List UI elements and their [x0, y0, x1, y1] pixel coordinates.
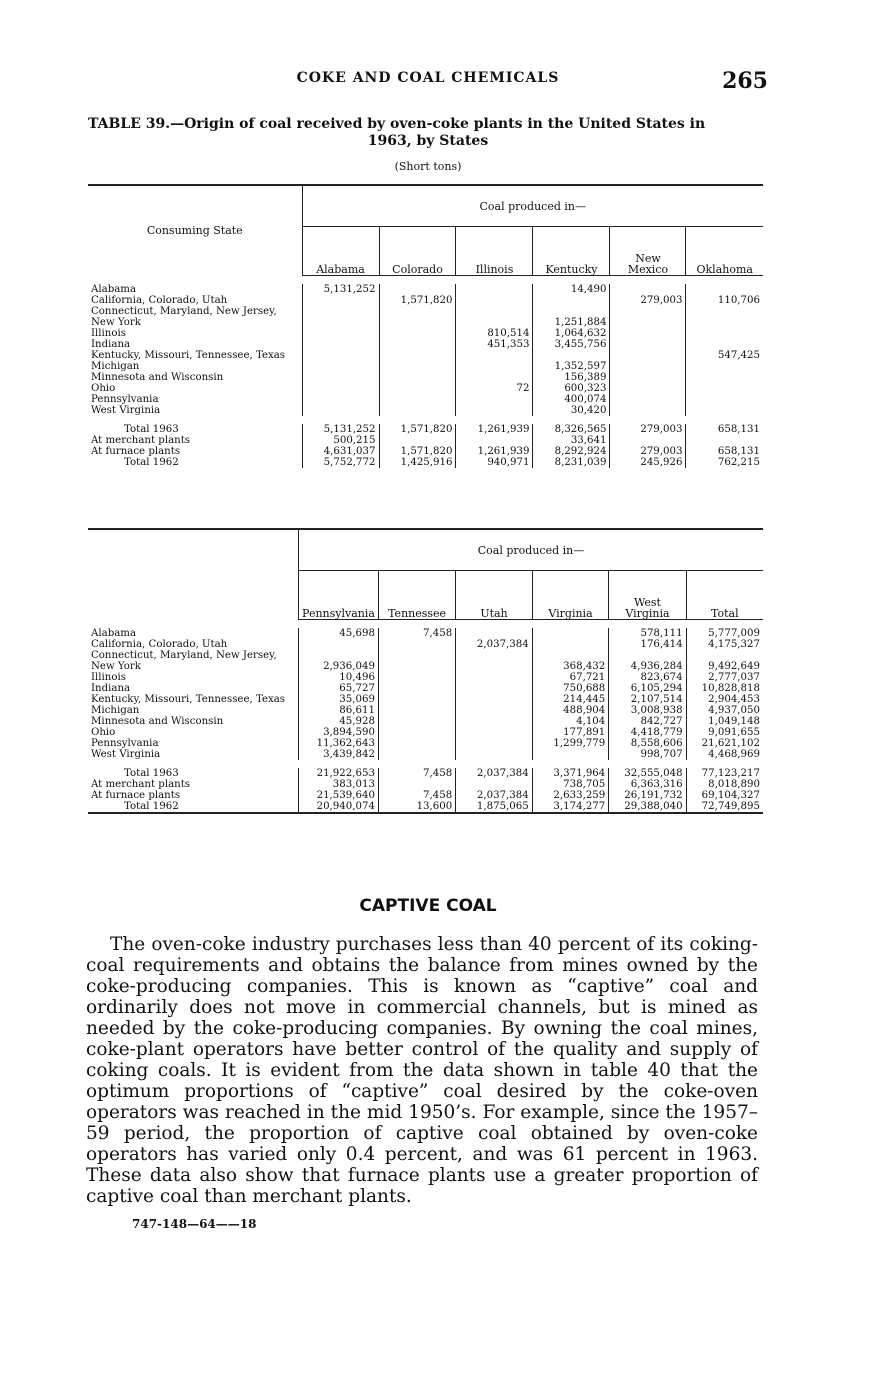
table-cell [686, 372, 763, 383]
table-cell: 998,707 [609, 749, 686, 760]
table-cell [456, 394, 533, 405]
table-cell: 86,611 [299, 705, 379, 716]
table-row [88, 749, 763, 760]
table-cell [302, 328, 379, 339]
table-cell: 21,922,653 [299, 768, 379, 779]
table-cell: 3,894,590 [299, 727, 379, 738]
table-cell: 3,174,277 [532, 801, 609, 813]
table-row [88, 306, 763, 328]
state-label: Ohio [91, 727, 116, 738]
table-cell: 33,641 [533, 435, 610, 446]
state-label: Minnesota and Wisconsin [91, 372, 224, 383]
table-cell [378, 716, 455, 727]
table-cell [302, 295, 379, 306]
total-label: Total 1963 [124, 768, 179, 779]
table-cell [610, 284, 686, 295]
table-cell [456, 749, 533, 760]
table-cell: 500,215 [302, 435, 379, 446]
total-label: At furnace plants [91, 790, 181, 801]
table-row [88, 628, 763, 639]
table-cell: 13,600 [378, 801, 455, 813]
table-cell: 2,107,514 [609, 694, 686, 705]
state-label: Ohio [91, 383, 116, 394]
table-cell: 1,299,779 [532, 738, 609, 749]
column-header: Colorado [379, 227, 456, 276]
state-label: Indiana [91, 339, 131, 350]
table-cell: 10,496 [299, 672, 379, 683]
total-row [88, 446, 763, 457]
table-cell: 30,420 [533, 405, 610, 416]
table-row [88, 284, 763, 295]
table-row [88, 672, 763, 683]
table-cell: 940,971 [456, 457, 533, 468]
footer-code: 747-148—64——18 [132, 1217, 257, 1231]
table-cell: 77,123,217 [686, 768, 763, 779]
table-cell [610, 394, 686, 405]
column-header: Illinois [456, 227, 533, 276]
table-cell: 1,875,065 [456, 801, 533, 813]
total-row [88, 790, 763, 801]
table-cell [686, 361, 763, 372]
table-cell: 3,008,938 [609, 705, 686, 716]
total-label: Total 1962 [124, 457, 179, 468]
table-cell [533, 295, 610, 306]
table-cell: 762,215 [686, 457, 763, 468]
table-cell: 4,418,779 [609, 727, 686, 738]
table-cell [456, 372, 533, 383]
column-header: Oklahoma [686, 227, 763, 276]
table-cell: 7,458 [378, 768, 455, 779]
table-cell: 4,937,050 [686, 705, 763, 716]
table-row [88, 639, 763, 650]
table-caption [88, 116, 768, 150]
state-label: Michigan [91, 361, 140, 372]
table-cell: 72,749,895 [686, 801, 763, 813]
table-cell [456, 716, 533, 727]
table-cell [610, 306, 686, 328]
table-cell [378, 705, 455, 716]
table-row [88, 350, 763, 361]
table-cell: 10,828,818 [686, 683, 763, 694]
table-cell [379, 383, 456, 394]
table-cell [302, 339, 379, 350]
table-cell: 5,752,772 [302, 457, 379, 468]
table-cell [456, 361, 533, 372]
table-cell: 110,706 [686, 295, 763, 306]
table-cell: 1,425,916 [379, 457, 456, 468]
table-cell: 4,631,037 [302, 446, 379, 457]
table-cell [456, 738, 533, 749]
table-cell [379, 328, 456, 339]
table-row [88, 394, 763, 405]
table-cell [610, 405, 686, 416]
column-spanner: Coal produced in— [302, 185, 763, 227]
table-cell: 1,571,820 [379, 446, 456, 457]
table-cell: 658,131 [686, 446, 763, 457]
table-cell: 1,064,632 [533, 328, 610, 339]
table-cell: 368,432 [532, 650, 609, 672]
table-cell [686, 405, 763, 416]
table-cell: 7,458 [378, 628, 455, 639]
table-cell [686, 383, 763, 394]
table-cell: 810,514 [456, 328, 533, 339]
table-cell [379, 339, 456, 350]
spanner-row [88, 185, 763, 227]
table-cell: 600,323 [533, 383, 610, 394]
table-cell [456, 628, 533, 639]
table-cell [456, 779, 533, 790]
state-label: West Virginia [91, 405, 161, 416]
table-cell: 4,175,327 [686, 639, 763, 650]
state-label: Alabama [91, 284, 137, 295]
table-cell: 4,936,284 [609, 650, 686, 672]
state-label: Minnesota and Wisconsin [91, 716, 224, 727]
spacer-row [88, 620, 763, 629]
table-row [88, 705, 763, 716]
table-cell [456, 727, 533, 738]
table-cell: 176,414 [609, 639, 686, 650]
table-cell [299, 639, 379, 650]
table-cell: 738,705 [532, 779, 609, 790]
spacer-row [88, 760, 763, 768]
table-cell [302, 383, 379, 394]
column-header: Alabama [302, 227, 379, 276]
table-cell [686, 328, 763, 339]
table-cell [610, 361, 686, 372]
table-cell [610, 339, 686, 350]
state-label: Connecticut, Maryland, New Jersey, New York [91, 306, 277, 328]
table-cell: 29,388,040 [609, 801, 686, 813]
table-cell [302, 372, 379, 383]
table-cell: 21,539,640 [299, 790, 379, 801]
table-cell: 67,721 [532, 672, 609, 683]
table-cell: 8,018,890 [686, 779, 763, 790]
table-cell: 1,261,939 [456, 446, 533, 457]
table-cell [302, 405, 379, 416]
table-cell [379, 306, 456, 328]
total-row [88, 779, 763, 790]
spacer-row [88, 416, 763, 424]
table-cell: 279,003 [610, 424, 686, 435]
table-cell: 6,105,294 [609, 683, 686, 694]
table-cell [456, 672, 533, 683]
total-row [88, 424, 763, 435]
table-cell [302, 306, 379, 328]
table-cell [378, 727, 455, 738]
table-cell: 578,111 [609, 628, 686, 639]
table-cell: 8,231,039 [533, 457, 610, 468]
table-cell: 45,928 [299, 716, 379, 727]
table-cell: 35,069 [299, 694, 379, 705]
state-label: Indiana [91, 683, 131, 694]
spacer-row [88, 276, 763, 285]
table-row [88, 361, 763, 372]
table-cell: 6,363,316 [609, 779, 686, 790]
table-cell [686, 435, 763, 446]
table-cell: 7,458 [378, 790, 455, 801]
total-row [88, 457, 763, 468]
table-cell: 279,003 [610, 295, 686, 306]
spanner-row [88, 529, 763, 571]
table-units: (Short tons) [394, 160, 462, 173]
table-cell: 245,926 [610, 457, 686, 468]
table-row [88, 339, 763, 350]
state-label: Pennsylvania [91, 738, 159, 749]
table-cell: 400,074 [533, 394, 610, 405]
table-cell [456, 295, 533, 306]
table-cell [378, 738, 455, 749]
total-row [88, 435, 763, 446]
table-row [88, 295, 763, 306]
table-cell: 214,445 [532, 694, 609, 705]
table-cell [610, 383, 686, 394]
state-label: West Virginia [91, 749, 161, 760]
total-row [88, 768, 763, 779]
section-title: CAPTIVE COAL [359, 896, 497, 916]
table-cell: 823,674 [609, 672, 686, 683]
table-cell: 9,492,649 [686, 650, 763, 672]
total-label: At furnace plants [91, 446, 181, 457]
table-row [88, 650, 763, 672]
table-cell: 65,727 [299, 683, 379, 694]
column-header: Pennsylvania [299, 571, 379, 620]
table-caption-lead: TABLE 39.—Origin of coal received by oven-coke plants in the United States in [88, 116, 706, 132]
table-cell: 750,688 [532, 683, 609, 694]
table-cell: 177,891 [532, 727, 609, 738]
body-paragraph: The oven-coke industry purchases less than 40 percent of its coking-coal requirements and obtains the balance from mines owned by the coke-producing companies. This is known as “captive” coal and ordinarily does not move in commercial channels, but is mined as needed by the coke-producing companies. By owning the coal mines, coke-plant operators have better control of the quality and supply of coking coals. It is evident from the data shown in table 40 that the optimum proportions of “captive” coal desired by the coke-oven operators was reached in the mid 1950’s. For example, since the 1957–59 period, the proportion of captive coal obtained by oven-coke operators has varied only 0.4 percent, and was 61 percent in 1963. These data also show that furnace plants use a greater proportion of captive coal than merchant plants. [86, 934, 758, 1207]
table-cell [379, 394, 456, 405]
table-cell [378, 650, 455, 672]
table-row [88, 716, 763, 727]
table-cell [379, 405, 456, 416]
table-row [88, 727, 763, 738]
table-cell [379, 284, 456, 295]
table-row [88, 694, 763, 705]
table-cell [456, 650, 533, 672]
table-cell: 45,698 [299, 628, 379, 639]
column-header: New Mexico [610, 227, 686, 276]
table-cell [378, 639, 455, 650]
table-cell: 32,555,048 [609, 768, 686, 779]
table-cell [456, 405, 533, 416]
table-cell: 9,091,655 [686, 727, 763, 738]
table-cell: 2,037,384 [456, 639, 533, 650]
table-cell: 72 [456, 383, 533, 394]
table-cell [379, 372, 456, 383]
table-cell: 2,936,049 [299, 650, 379, 672]
table-cell: 2,777,037 [686, 672, 763, 683]
table-cell: 1,352,597 [533, 361, 610, 372]
table-cell: 5,131,252 [302, 284, 379, 295]
table-cell [456, 683, 533, 694]
table-cell: 4,104 [532, 716, 609, 727]
table-row [88, 383, 763, 394]
table-row [88, 405, 763, 416]
state-label: Alabama [91, 628, 137, 639]
table-cell [686, 339, 763, 350]
column-header: Total [686, 571, 763, 620]
table-cell: 14,490 [533, 284, 610, 295]
table-cell [378, 672, 455, 683]
table-row [88, 328, 763, 339]
state-label: Michigan [91, 705, 140, 716]
table-caption-tail: 1963, by States [367, 133, 489, 149]
state-label: Kentucky, Missouri, Tennessee, Texas [91, 350, 286, 361]
table-cell [532, 628, 609, 639]
table-cell: 1,571,820 [379, 424, 456, 435]
table-cell: 2,037,384 [456, 790, 533, 801]
table-cell [686, 394, 763, 405]
column-spanner: Coal produced in— [299, 529, 763, 571]
table-cell: 547,425 [686, 350, 763, 361]
table-cell: 279,003 [610, 446, 686, 457]
total-label: Total 1963 [124, 424, 179, 435]
table-cell: 383,013 [299, 779, 379, 790]
table-cell [302, 394, 379, 405]
origin-table-part-2 [88, 528, 763, 814]
table-cell [610, 350, 686, 361]
table-cell: 3,371,964 [532, 768, 609, 779]
table-cell: 8,558,606 [609, 738, 686, 749]
table-cell [456, 306, 533, 328]
total-label: Total 1962 [124, 801, 179, 812]
total-row [88, 801, 763, 813]
table-cell [456, 694, 533, 705]
table-row [88, 683, 763, 694]
table-cell [686, 306, 763, 328]
table-cell [379, 435, 456, 446]
table-cell [378, 683, 455, 694]
table-cell: 1,049,148 [686, 716, 763, 727]
total-label: At merchant plants [91, 435, 191, 446]
table-row [88, 738, 763, 749]
table-cell: 3,455,756 [533, 339, 610, 350]
table-cell: 1,251,884 [533, 306, 610, 328]
table-cell [532, 749, 609, 760]
table-cell: 5,777,009 [686, 628, 763, 639]
table-cell [456, 435, 533, 446]
table-cell [456, 705, 533, 716]
table-cell: 5,131,252 [302, 424, 379, 435]
table-cell: 451,353 [456, 339, 533, 350]
table-cell: 21,621,102 [686, 738, 763, 749]
table-cell: 842,727 [609, 716, 686, 727]
table-cell [610, 372, 686, 383]
total-label: At merchant plants [91, 779, 191, 790]
table-cell: 2,904,453 [686, 694, 763, 705]
column-header: Virginia [532, 571, 609, 620]
table-cell: 488,904 [532, 705, 609, 716]
table-cell: 20,940,074 [299, 801, 379, 813]
table-cell [379, 350, 456, 361]
table-cell: 1,571,820 [379, 295, 456, 306]
table-cell [532, 639, 609, 650]
stub-header: Consuming State [146, 224, 243, 238]
column-header: Utah [456, 571, 533, 620]
table-cell [456, 350, 533, 361]
table-cell [533, 350, 610, 361]
table-cell [378, 779, 455, 790]
table-cell: 1,261,939 [456, 424, 533, 435]
table-cell: 69,104,327 [686, 790, 763, 801]
table-cell [302, 350, 379, 361]
table-cell [610, 328, 686, 339]
state-label: Illinois [91, 328, 126, 339]
table-cell [686, 284, 763, 295]
table-cell: 3,439,842 [299, 749, 379, 760]
state-label: Pennsylvania [91, 394, 159, 405]
origin-table-part-1 [88, 184, 763, 468]
state-label: California, Colorado, Utah [91, 295, 228, 306]
page-number: 265 [722, 68, 768, 94]
table-cell [302, 361, 379, 372]
page-header [88, 68, 768, 94]
stub-header [88, 529, 299, 620]
state-label: Kentucky, Missouri, Tennessee, Texas [91, 694, 286, 705]
state-label: Connecticut, Maryland, New Jersey, New York [91, 650, 277, 672]
column-header: Tennessee [378, 571, 455, 620]
table-cell: 4,468,969 [686, 749, 763, 760]
table-cell: 11,362,643 [299, 738, 379, 749]
state-label: Illinois [91, 672, 126, 683]
column-header: Kentucky [533, 227, 610, 276]
column-header: West Virginia [609, 571, 686, 620]
state-label: California, Colorado, Utah [91, 639, 228, 650]
table-cell: 26,191,732 [609, 790, 686, 801]
table-cell [378, 694, 455, 705]
table-cell [610, 435, 686, 446]
table-cell [379, 361, 456, 372]
table-cell: 8,326,565 [533, 424, 610, 435]
table-row [88, 372, 763, 383]
table-cell [456, 284, 533, 295]
table-cell: 8,292,924 [533, 446, 610, 457]
table-cell: 658,131 [686, 424, 763, 435]
table-cell: 156,389 [533, 372, 610, 383]
table-cell: 2,633,259 [532, 790, 609, 801]
running-title: COKE AND COAL CHEMICALS [296, 70, 560, 86]
table-cell: 2,037,384 [456, 768, 533, 779]
table-cell [378, 749, 455, 760]
